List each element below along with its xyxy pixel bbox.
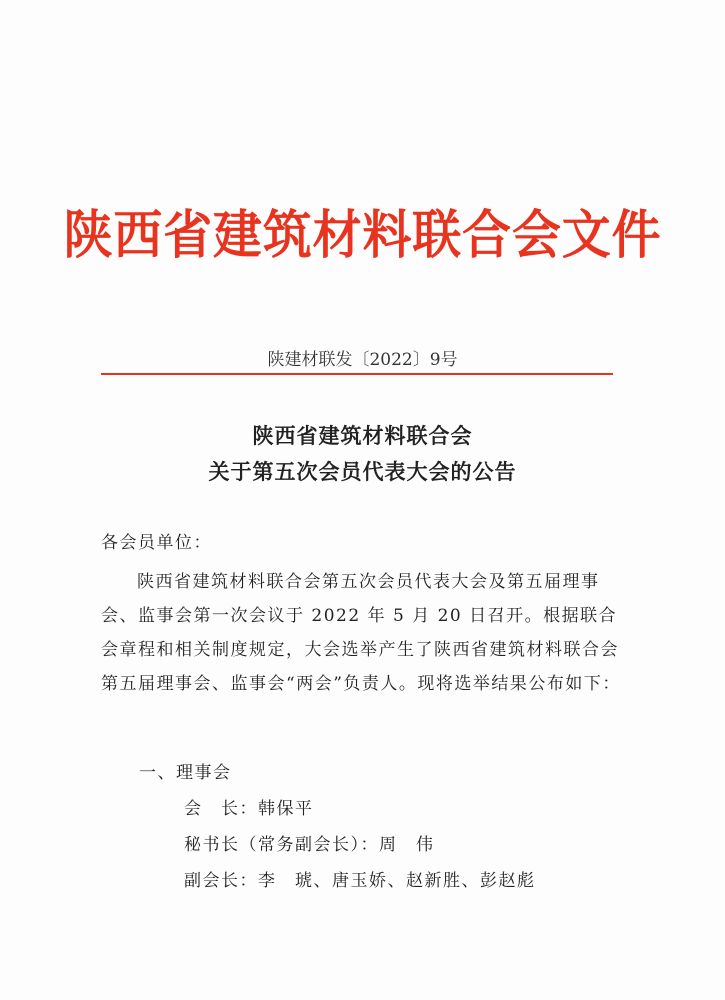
document-header-title: 陕西省建筑材料联合会文件: [63, 206, 662, 266]
item-label: 副会长：: [184, 871, 258, 891]
list-item: [184, 794, 314, 819]
red-divider-line: [101, 373, 613, 375]
item-label: 会 长：: [184, 799, 258, 819]
list-item: [184, 866, 536, 891]
body-paragraph: 陕西省建筑材料联合会第五次会员代表大会及第五届理事会、监事会第一次会议于 2022 年 5 月 20 日召开。根据联合会章程和相关制度规定，大会选举产生了陕西省建筑材料联合会第五届理事会、监事会“两会”负责人。现将选举结果公布如下：: [101, 572, 621, 694]
salutation: 各会员单位：: [101, 533, 212, 553]
item-value: 周 伟: [379, 835, 435, 855]
item-label: 秘书长（常务副会长）：: [184, 835, 379, 855]
notice-title-line-2: 关于第五次会员代表大会的公告: [208, 460, 517, 484]
document-number: 陕建材联发〔2022〕9号: [267, 350, 458, 370]
section-heading-council: 一、理事会: [139, 763, 232, 783]
notice-title-line-1: 陕西省建筑材料联合会: [252, 424, 473, 448]
item-value: 韩保平: [258, 799, 314, 819]
list-item: [184, 830, 435, 855]
item-value: 李 琥、唐玉娇、赵新胜、彭赵彪: [258, 871, 536, 891]
